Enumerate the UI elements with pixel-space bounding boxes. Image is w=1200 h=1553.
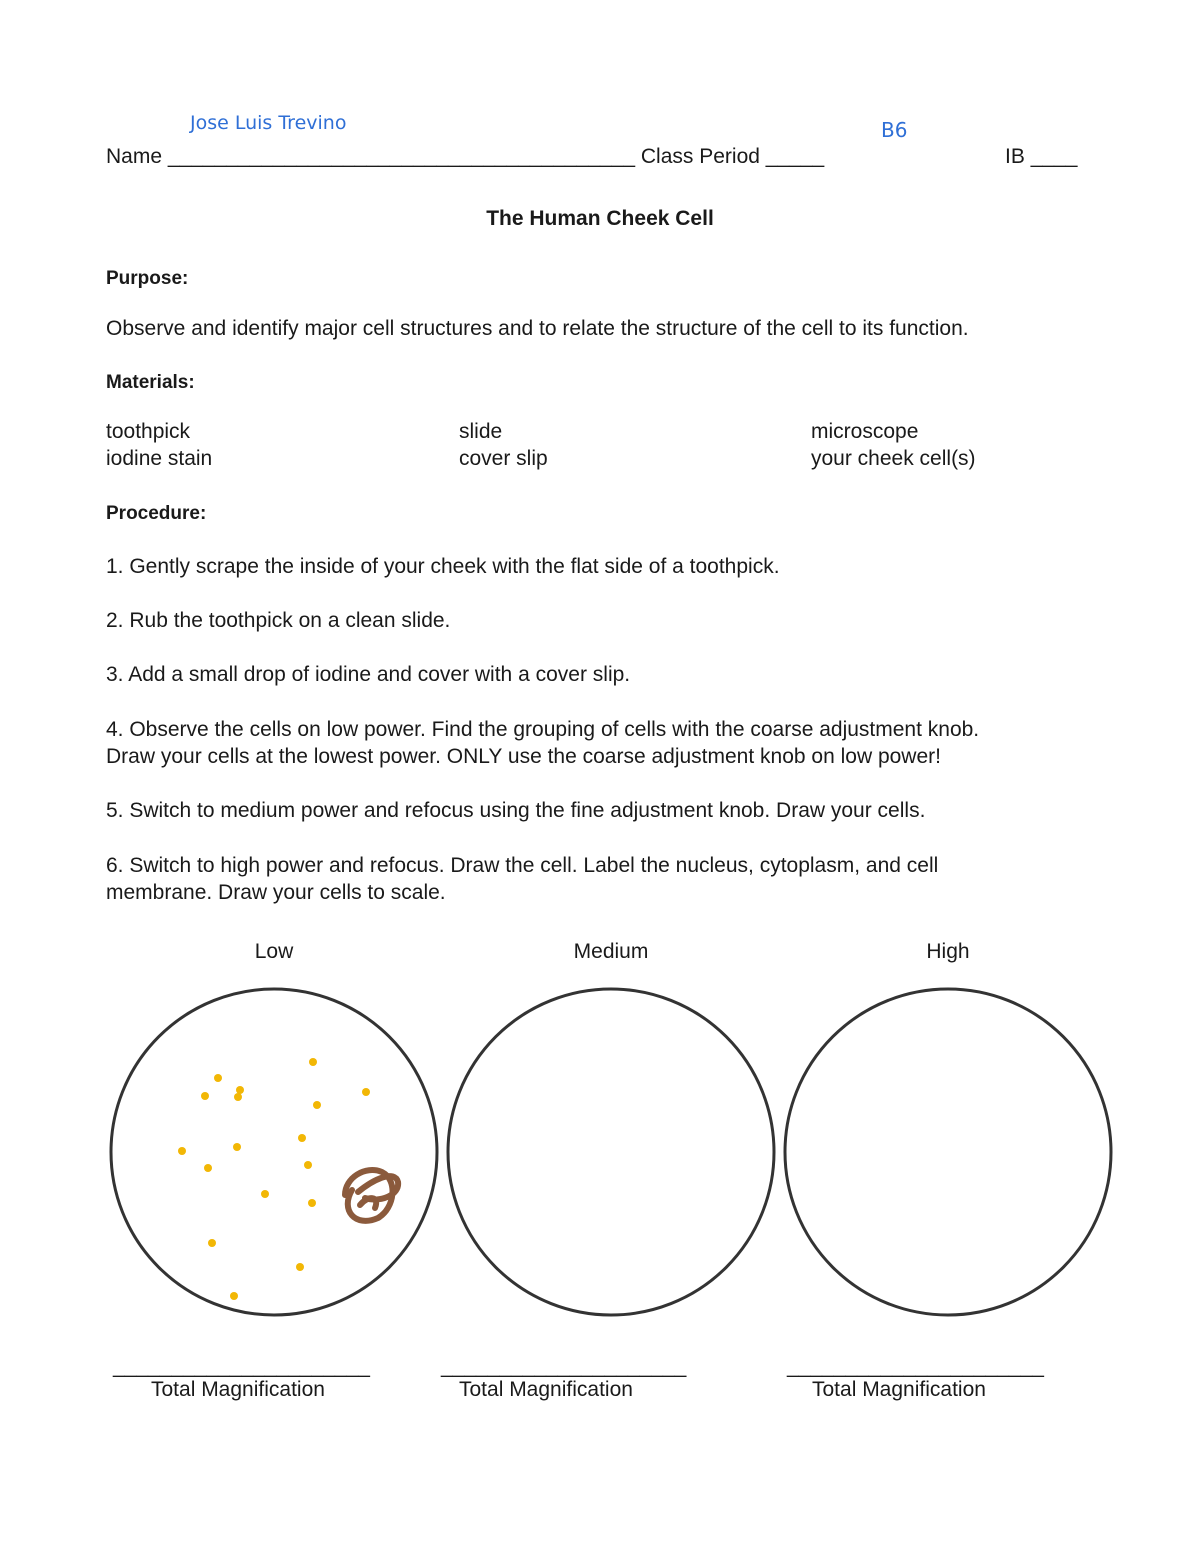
material-item: cover slip [459, 447, 548, 470]
handwritten-period: B6 [881, 118, 908, 142]
drawn-cell-scribble [345, 1170, 398, 1221]
materials-heading: Materials: [106, 372, 195, 393]
procedure-step-3: 3. Add a small drop of iodine and cover with a cover slip. [106, 663, 631, 686]
handwritten-name: Jose Luis Trevino [190, 112, 347, 134]
procedure-step-4-line1: 4. Observe the cells on low power. Find the grouping of cells with the coarse adjustment knob. [106, 718, 980, 741]
class-period-blank[interactable]: _____ [765, 145, 825, 168]
high-magnification-caption: Total Magnification [812, 1378, 986, 1401]
view-label-medium: Medium [573, 940, 649, 963]
purpose-heading: Purpose: [106, 268, 189, 289]
name-blank[interactable]: ________________________________________ [167, 145, 636, 168]
ib-blank[interactable]: ____ [1030, 145, 1078, 168]
view-label-low: Low [254, 940, 294, 963]
material-item: microscope [811, 420, 919, 443]
procedure-step-4-line2: Draw your cells at the lowest power. ONLY use the coarse adjustment knob on low power! [106, 745, 941, 768]
page-title: The Human Cheek Cell [486, 207, 714, 230]
procedure-step-6-line1: 6. Switch to high power and refocus. Draw the cell. Label the nucleus, cytoplasm, and cell [106, 854, 939, 877]
medium-magnification-caption: Total Magnification [459, 1378, 633, 1401]
material-item: iodine stain [106, 447, 213, 470]
material-item: slide [459, 420, 503, 443]
medium-power-field[interactable] [448, 989, 774, 1315]
procedure-step-2: 2. Rub the toothpick on a clean slide. [106, 609, 451, 632]
class-period-label: Class Period [640, 145, 760, 168]
view-label-high: High [926, 940, 970, 963]
purpose-text: Observe and identify major cell structures and to relate the structure of the cell to its function. [106, 317, 969, 340]
ib-label: IB [1005, 145, 1025, 168]
medium-magnification-blank[interactable]: _____________________ [441, 1355, 687, 1378]
procedure-step-5: 5. Switch to medium power and refocus using the fine adjustment knob. Draw your cells. [106, 799, 926, 822]
name-label: Name [106, 145, 163, 168]
low-magnification-blank[interactable]: ______________________ [113, 1355, 370, 1378]
material-item: toothpick [106, 420, 191, 443]
low-magnification-caption: Total Magnification [151, 1378, 325, 1401]
high-power-field[interactable] [785, 989, 1111, 1315]
procedure-step-6-line2: membrane. Draw your cells to scale. [106, 881, 446, 904]
low-power-field[interactable] [111, 989, 437, 1315]
high-magnification-blank[interactable]: ______________________ [787, 1355, 1044, 1378]
procedure-heading: Procedure: [106, 503, 207, 524]
material-item: your cheek cell(s) [811, 447, 976, 470]
procedure-step-1: 1. Gently scrape the inside of your cheek with the flat side of a toothpick. [106, 555, 780, 578]
drawn-cell-dots [178, 1058, 370, 1300]
